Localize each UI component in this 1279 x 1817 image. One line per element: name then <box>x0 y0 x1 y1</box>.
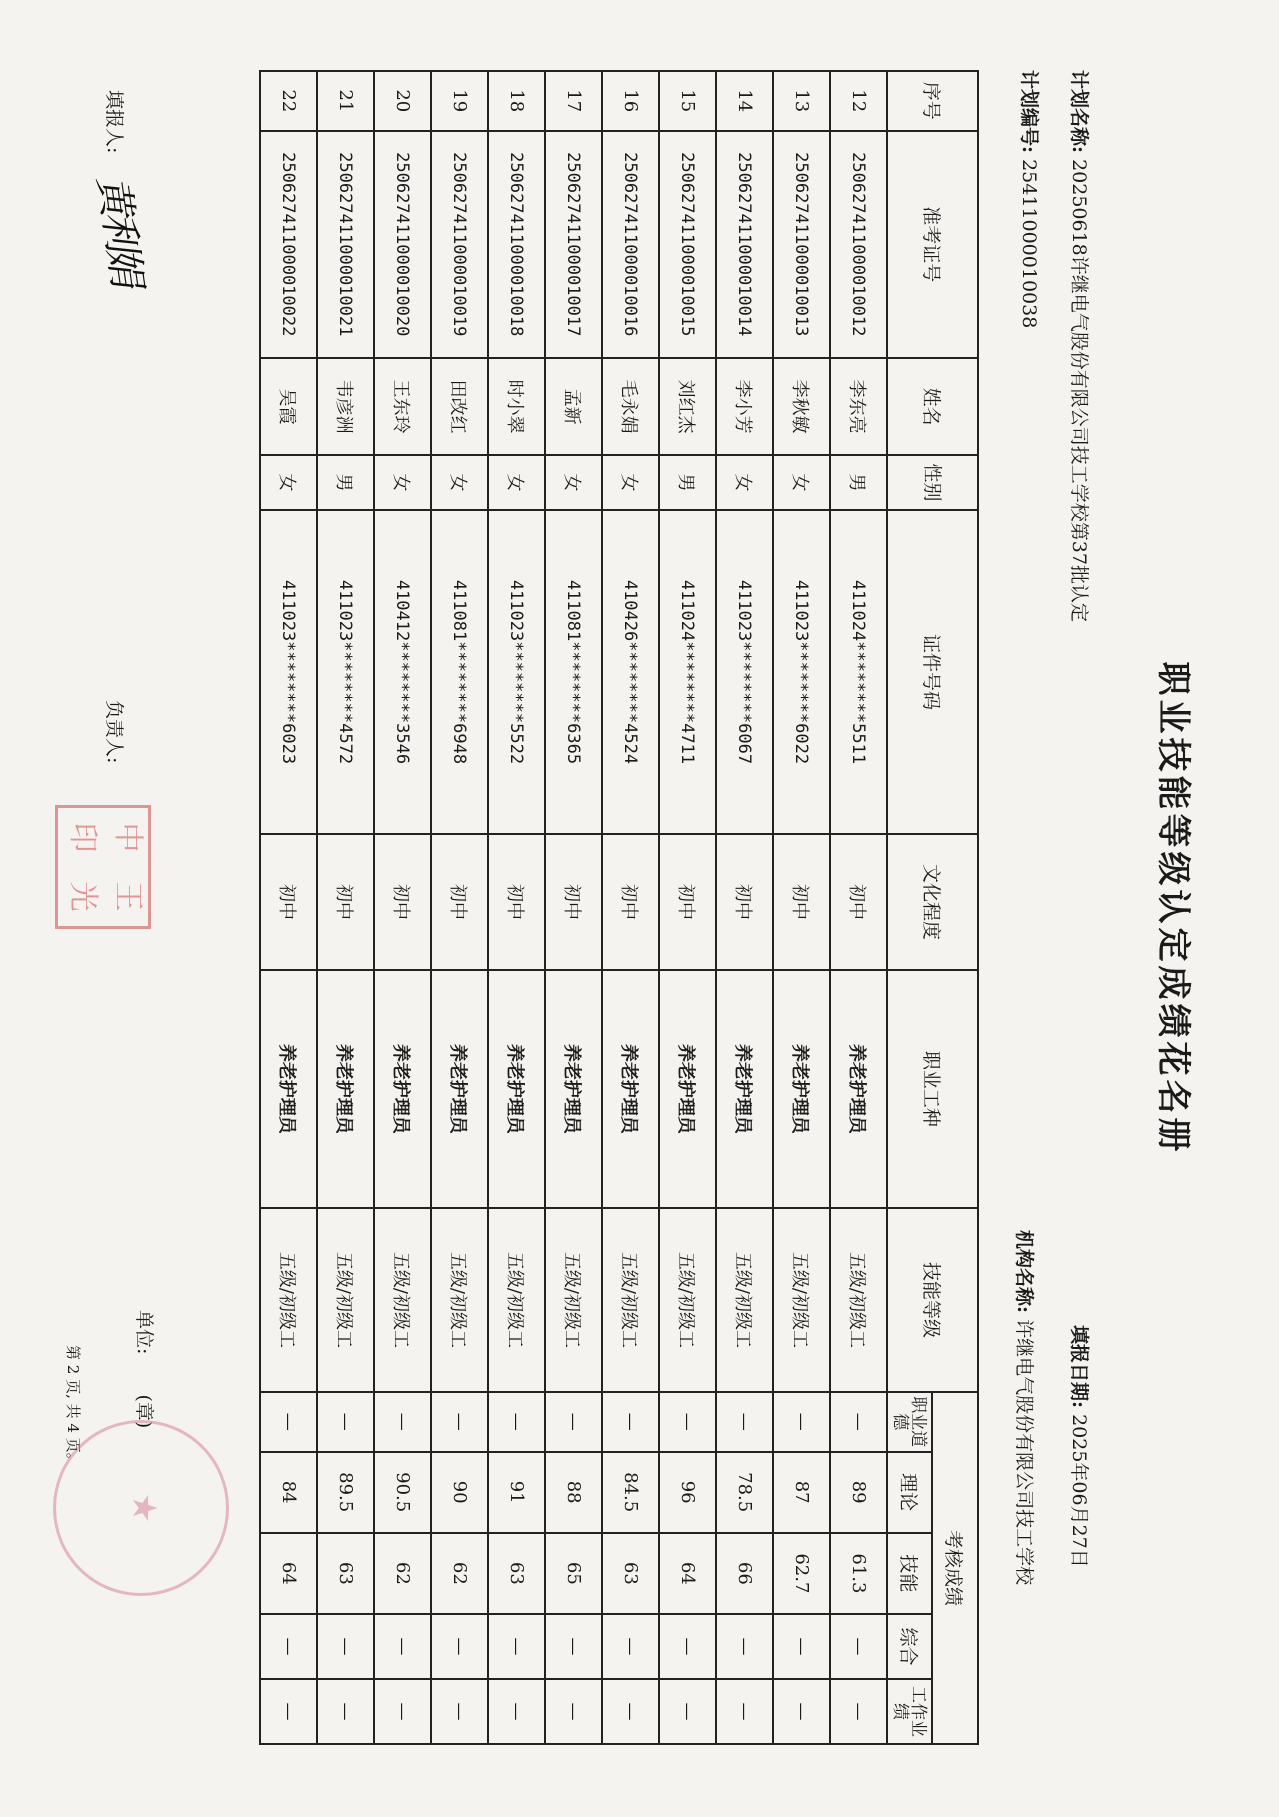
personal-seal-char: 光 <box>65 881 100 912</box>
header-occupation: 职业工种 <box>887 970 978 1208</box>
cell-overall: — <box>830 1614 887 1679</box>
cell-theory: 89.5 <box>317 1452 374 1533</box>
table-row <box>773 71 830 1744</box>
cell-overall: — <box>545 1614 602 1679</box>
cell-seq: 13 <box>773 71 830 131</box>
cell-exam-no: 250627411000010014 <box>716 131 773 358</box>
cell-id-no: 411024********4711 <box>659 510 716 835</box>
cell-exam-no: 250627411000010020 <box>374 131 431 358</box>
cell-performance: — <box>716 1679 773 1744</box>
cell-theory: 90 <box>431 1452 488 1533</box>
cell-skill-level: 五级/初级工 <box>374 1208 431 1392</box>
cell-performance: — <box>659 1679 716 1744</box>
cell-overall: — <box>317 1614 374 1679</box>
cell-seq: 12 <box>830 71 887 131</box>
cell-name: 时小翠 <box>488 358 545 455</box>
table-row <box>659 71 716 1744</box>
table-row <box>545 71 602 1744</box>
cell-ethics: — <box>431 1392 488 1452</box>
cell-ethics: — <box>716 1392 773 1452</box>
cell-theory: 84.5 <box>602 1452 659 1533</box>
table-row <box>716 71 773 1744</box>
cell-occupation: 养老护理员 <box>488 970 545 1208</box>
cell-education: 初中 <box>488 834 545 969</box>
cell-education: 初中 <box>431 834 488 969</box>
cell-performance: — <box>602 1679 659 1744</box>
cell-education: 初中 <box>659 834 716 969</box>
cell-overall: — <box>431 1614 488 1679</box>
table-row <box>830 71 887 1744</box>
header-education: 文化程度 <box>887 834 978 969</box>
header-gender: 性别 <box>887 455 978 509</box>
cell-exam-no: 250627411000010015 <box>659 131 716 358</box>
cell-skill: 64 <box>659 1533 716 1614</box>
cell-performance: — <box>545 1679 602 1744</box>
cell-ethics: — <box>488 1392 545 1452</box>
cell-skill: 63 <box>488 1533 545 1614</box>
cell-occupation: 养老护理员 <box>716 970 773 1208</box>
cell-id-no: 410426********4524 <box>602 510 659 835</box>
cell-theory: 84 <box>260 1452 317 1533</box>
cell-occupation: 养老护理员 <box>830 970 887 1208</box>
personal-seal-char: 中 <box>110 822 145 853</box>
cell-skill-level: 五级/初级工 <box>431 1208 488 1392</box>
personal-seal-char: 王 <box>110 881 145 912</box>
cell-gender: 女 <box>602 455 659 509</box>
cell-id-no: 411023********6022 <box>773 510 830 835</box>
personal-seal-char: 印 <box>65 822 100 853</box>
cell-overall: — <box>716 1614 773 1679</box>
cell-performance: — <box>260 1679 317 1744</box>
cell-gender: 男 <box>659 455 716 509</box>
cell-name: 韦彦洲 <box>317 358 374 455</box>
score-roster-table <box>259 70 979 1745</box>
cell-skill-level: 五级/初级工 <box>545 1208 602 1392</box>
cell-seq: 18 <box>488 71 545 131</box>
cell-gender: 女 <box>260 455 317 509</box>
cell-skill: 62.7 <box>773 1533 830 1614</box>
header-overall: 综合 <box>887 1614 932 1679</box>
cell-theory: 91 <box>488 1452 545 1533</box>
filler <box>102 90 129 153</box>
cell-seq: 16 <box>602 71 659 131</box>
cell-skill: 66 <box>716 1533 773 1614</box>
cell-performance: — <box>830 1679 887 1744</box>
plan-number-label: 计划编号: <box>1018 70 1040 154</box>
cell-occupation: 养老护理员 <box>545 970 602 1208</box>
cell-skill-level: 五级/初级工 <box>602 1208 659 1392</box>
page-number: 第 2 页, 共 4 页。 <box>64 1345 82 1468</box>
cell-education: 初中 <box>374 834 431 969</box>
responsible-label: 负责人: <box>103 700 125 764</box>
cell-ethics: — <box>830 1392 887 1452</box>
cell-ethics: — <box>374 1392 431 1452</box>
roster-body <box>260 71 887 1744</box>
cell-name: 田改红 <box>431 358 488 455</box>
fill-date-label: 填报日期: <box>1068 1325 1090 1409</box>
cell-seq: 20 <box>374 71 431 131</box>
cell-overall: — <box>659 1614 716 1679</box>
plan-name <box>1067 70 1094 622</box>
cell-ethics: — <box>602 1392 659 1452</box>
cell-skill-level: 五级/初级工 <box>260 1208 317 1392</box>
cell-exam-no: 250627411000010018 <box>488 131 545 358</box>
cell-gender: 女 <box>431 455 488 509</box>
cell-exam-no: 250627411000010022 <box>260 131 317 358</box>
cell-name: 毛永娟 <box>602 358 659 455</box>
cell-id-no: 411023********6067 <box>716 510 773 835</box>
cell-performance: — <box>317 1679 374 1744</box>
unit-seal-note: (章) <box>133 1394 155 1429</box>
organization-label: 机构名称: <box>1013 1230 1035 1314</box>
cell-exam-no: 250627411000010012 <box>830 131 887 358</box>
cell-skill: 63 <box>317 1533 374 1614</box>
cell-id-no: 411081********6365 <box>545 510 602 835</box>
cell-education: 初中 <box>716 834 773 969</box>
table-row <box>488 71 545 1744</box>
plan-name-value: 20250618许继电气股份有限公司技工学校第37批认定 <box>1068 159 1090 622</box>
cell-skill: 62 <box>431 1533 488 1614</box>
cell-skill-level: 五级/初级工 <box>488 1208 545 1392</box>
cell-skill: 62 <box>374 1533 431 1614</box>
cell-gender: 女 <box>374 455 431 509</box>
table-row <box>317 71 374 1744</box>
header-name: 姓名 <box>887 358 978 455</box>
cell-seq: 15 <box>659 71 716 131</box>
cell-performance: — <box>431 1679 488 1744</box>
cell-exam-no: 250627411000010016 <box>602 131 659 358</box>
cell-skill-level: 五级/初级工 <box>317 1208 374 1392</box>
cell-education: 初中 <box>545 834 602 969</box>
cell-id-no: 411024********5511 <box>830 510 887 835</box>
cell-id-no: 411023********6023 <box>260 510 317 835</box>
header-performance: 工作业绩 <box>887 1679 932 1744</box>
cell-skill-level: 五级/初级工 <box>773 1208 830 1392</box>
filler-label: 填报人: <box>103 90 125 154</box>
cell-ethics: — <box>317 1392 374 1452</box>
cell-name: 李小芳 <box>716 358 773 455</box>
cell-name: 李秋敏 <box>773 358 830 455</box>
header-seq: 序号 <box>887 71 978 131</box>
header-exam-no: 准考证号 <box>887 131 978 358</box>
cell-id-no: 411023********5522 <box>488 510 545 835</box>
cell-id-no: 411023********4572 <box>317 510 374 835</box>
cell-education: 初中 <box>602 834 659 969</box>
cell-name: 刘红杰 <box>659 358 716 455</box>
cell-theory: 90.5 <box>374 1452 431 1533</box>
cell-theory: 87 <box>773 1452 830 1533</box>
cell-gender: 男 <box>830 455 887 509</box>
cell-name: 吴霞 <box>260 358 317 455</box>
filler-signature: 黄利娟 <box>88 172 150 287</box>
cell-id-no: 411081********6948 <box>431 510 488 835</box>
document-title: 职业技能等级认定成绩花名册 <box>1153 661 1193 1156</box>
cell-gender: 男 <box>317 455 374 509</box>
cell-overall: — <box>602 1614 659 1679</box>
cell-exam-no: 250627411000010017 <box>545 131 602 358</box>
fill-date <box>1067 1325 1094 1568</box>
cell-theory: 78.5 <box>716 1452 773 1533</box>
cell-education: 初中 <box>830 834 887 969</box>
cell-gender: 女 <box>488 455 545 509</box>
cell-ethics: — <box>260 1392 317 1452</box>
cell-seq: 14 <box>716 71 773 131</box>
header-scores-group: 考核成绩 <box>932 1392 978 1744</box>
cell-ethics: — <box>545 1392 602 1452</box>
cell-seq: 22 <box>260 71 317 131</box>
cell-theory: 88 <box>545 1452 602 1533</box>
responsible <box>102 700 129 763</box>
header-id-no: 证件号码 <box>887 510 978 835</box>
cell-skill: 63 <box>602 1533 659 1614</box>
cell-gender: 女 <box>545 455 602 509</box>
cell-exam-no: 250627411000010021 <box>317 131 374 358</box>
cell-education: 初中 <box>260 834 317 969</box>
cell-overall: — <box>374 1614 431 1679</box>
cell-seq: 21 <box>317 71 374 131</box>
unit-label: 单位: <box>133 1310 155 1355</box>
cell-skill: 65 <box>545 1533 602 1614</box>
cell-gender: 女 <box>716 455 773 509</box>
cell-name: 孟新 <box>545 358 602 455</box>
cell-theory: 96 <box>659 1452 716 1533</box>
cell-occupation: 养老护理员 <box>659 970 716 1208</box>
cell-occupation: 养老护理员 <box>317 970 374 1208</box>
seal-star-icon: ★ <box>124 1492 164 1524</box>
cell-name: 李东亮 <box>830 358 887 455</box>
cell-name: 王东玲 <box>374 358 431 455</box>
plan-number-value: 25411000010038 <box>1018 159 1040 329</box>
cell-ethics: — <box>659 1392 716 1452</box>
cell-occupation: 养老护理员 <box>260 970 317 1208</box>
plan-number <box>1017 70 1044 328</box>
cell-seq: 19 <box>431 71 488 131</box>
cell-overall: — <box>488 1614 545 1679</box>
cell-ethics: — <box>773 1392 830 1452</box>
cell-id-no: 410412********3546 <box>374 510 431 835</box>
cell-exam-no: 250627411000010013 <box>773 131 830 358</box>
cell-theory: 89 <box>830 1452 887 1533</box>
cell-occupation: 养老护理员 <box>431 970 488 1208</box>
cell-skill: 61.3 <box>830 1533 887 1614</box>
cell-skill-level: 五级/初级工 <box>830 1208 887 1392</box>
cell-occupation: 养老护理员 <box>602 970 659 1208</box>
cell-occupation: 养老护理员 <box>374 970 431 1208</box>
cell-gender: 女 <box>773 455 830 509</box>
fill-date-value: 2025年06月27日 <box>1068 1414 1090 1568</box>
cell-performance: — <box>374 1679 431 1744</box>
table-row <box>431 71 488 1744</box>
cell-overall: — <box>260 1614 317 1679</box>
cell-skill-level: 五级/初级工 <box>716 1208 773 1392</box>
cell-performance: — <box>773 1679 830 1744</box>
cell-seq: 17 <box>545 71 602 131</box>
plan-name-label: 计划名称: <box>1068 70 1090 154</box>
cell-skill-level: 五级/初级工 <box>659 1208 716 1392</box>
header-skill-level: 技能等级 <box>887 1208 978 1392</box>
organization <box>1012 1230 1039 1585</box>
header-ethics: 职业道德 <box>887 1392 932 1452</box>
header-skill: 技能 <box>887 1533 932 1614</box>
table-row <box>602 71 659 1744</box>
cell-performance: — <box>488 1679 545 1744</box>
cell-exam-no: 250627411000010019 <box>431 131 488 358</box>
table-row <box>374 71 431 1744</box>
header-theory: 理论 <box>887 1452 932 1533</box>
table-row <box>260 71 317 1744</box>
personal-seal <box>55 805 151 929</box>
cell-occupation: 养老护理员 <box>773 970 830 1208</box>
unit <box>132 1310 159 1428</box>
cell-overall: — <box>773 1614 830 1679</box>
cell-skill: 64 <box>260 1533 317 1614</box>
organization-value: 许继电气股份有限公司技工学校 <box>1013 1319 1035 1586</box>
cell-education: 初中 <box>317 834 374 969</box>
cell-education: 初中 <box>773 834 830 969</box>
